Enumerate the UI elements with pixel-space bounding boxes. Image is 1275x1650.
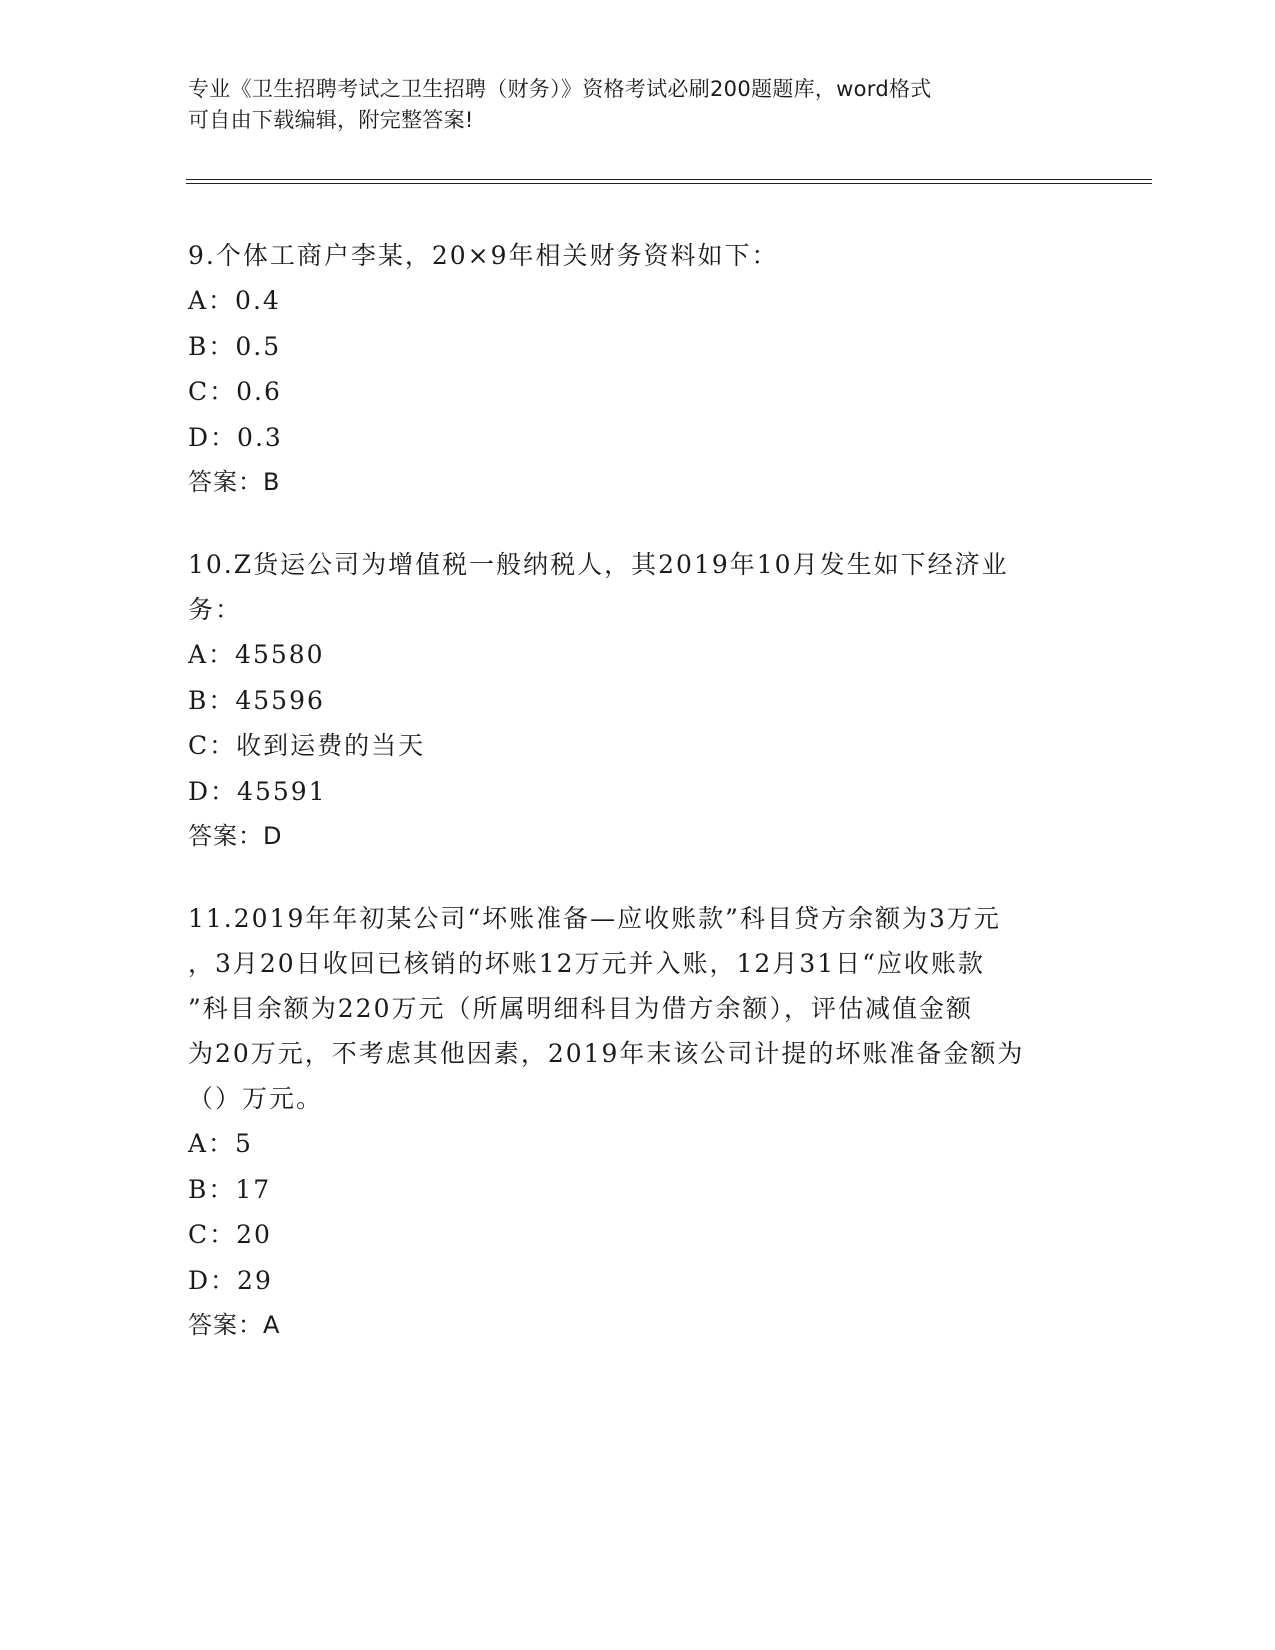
stem-line: 10.Z货运公司为增值税一般纳税人，其2019年10月发生如下经济业 — [188, 550, 1009, 579]
option-d: D：29 — [188, 1265, 273, 1295]
option-c: C：收到运费的当天 — [188, 731, 426, 760]
answer-line: 答案：B — [188, 468, 281, 496]
option-d: D：0.3 — [188, 422, 283, 452]
header-line-1: 专业《卫生招聘考试之卫生招聘（财务）》资格考试必刷200题题库，word格式 — [188, 77, 932, 101]
header-line-2: 可自由下载编辑，附完整答案! — [188, 108, 474, 132]
stem-line: （）万元。 — [188, 1084, 324, 1113]
stem-line: ”科目余额为220万元（所属明细科目为借方余额），评估减值金额 — [188, 994, 974, 1023]
option-a: A：5 — [188, 1129, 253, 1158]
question-stem — [188, 233, 1088, 278]
option-b: B：45596 — [188, 685, 325, 715]
question-10 — [188, 542, 1088, 859]
document-header — [188, 74, 1068, 136]
question-9 — [188, 233, 1088, 505]
answer-line: 答案：A — [188, 1311, 281, 1339]
stem-line: ，3月20日收回已核销的坏账12万元并入账，12月31日“应收账款 — [188, 949, 985, 978]
question-list — [188, 233, 1088, 1385]
question-stem — [188, 896, 1088, 1121]
question-stem — [188, 542, 1088, 632]
stem-line: 9.个体工商户李某，20×9年相关财务资料如下： — [188, 241, 779, 270]
option-c: C：0.6 — [188, 377, 282, 406]
header-rule-top — [186, 179, 1152, 180]
option-a: A：0.4 — [188, 286, 281, 315]
option-a: A：45580 — [188, 640, 325, 669]
stem-line: 务： — [188, 595, 243, 624]
answer-line: 答案：D — [188, 822, 283, 850]
option-b: B：17 — [188, 1174, 272, 1204]
stem-line: 为20万元，不考虑其他因素，2019年末该公司计提的坏账准备金额为 — [188, 1039, 1025, 1068]
header-rule-bottom — [186, 183, 1152, 184]
stem-line: 11.2019年年初某公司“坏账准备—应收账款”科目贷方余额为3万元 — [188, 904, 1001, 933]
option-d: D：45591 — [188, 776, 327, 806]
question-11 — [188, 896, 1088, 1348]
option-c: C：20 — [188, 1220, 272, 1249]
option-b: B：0.5 — [188, 331, 282, 361]
